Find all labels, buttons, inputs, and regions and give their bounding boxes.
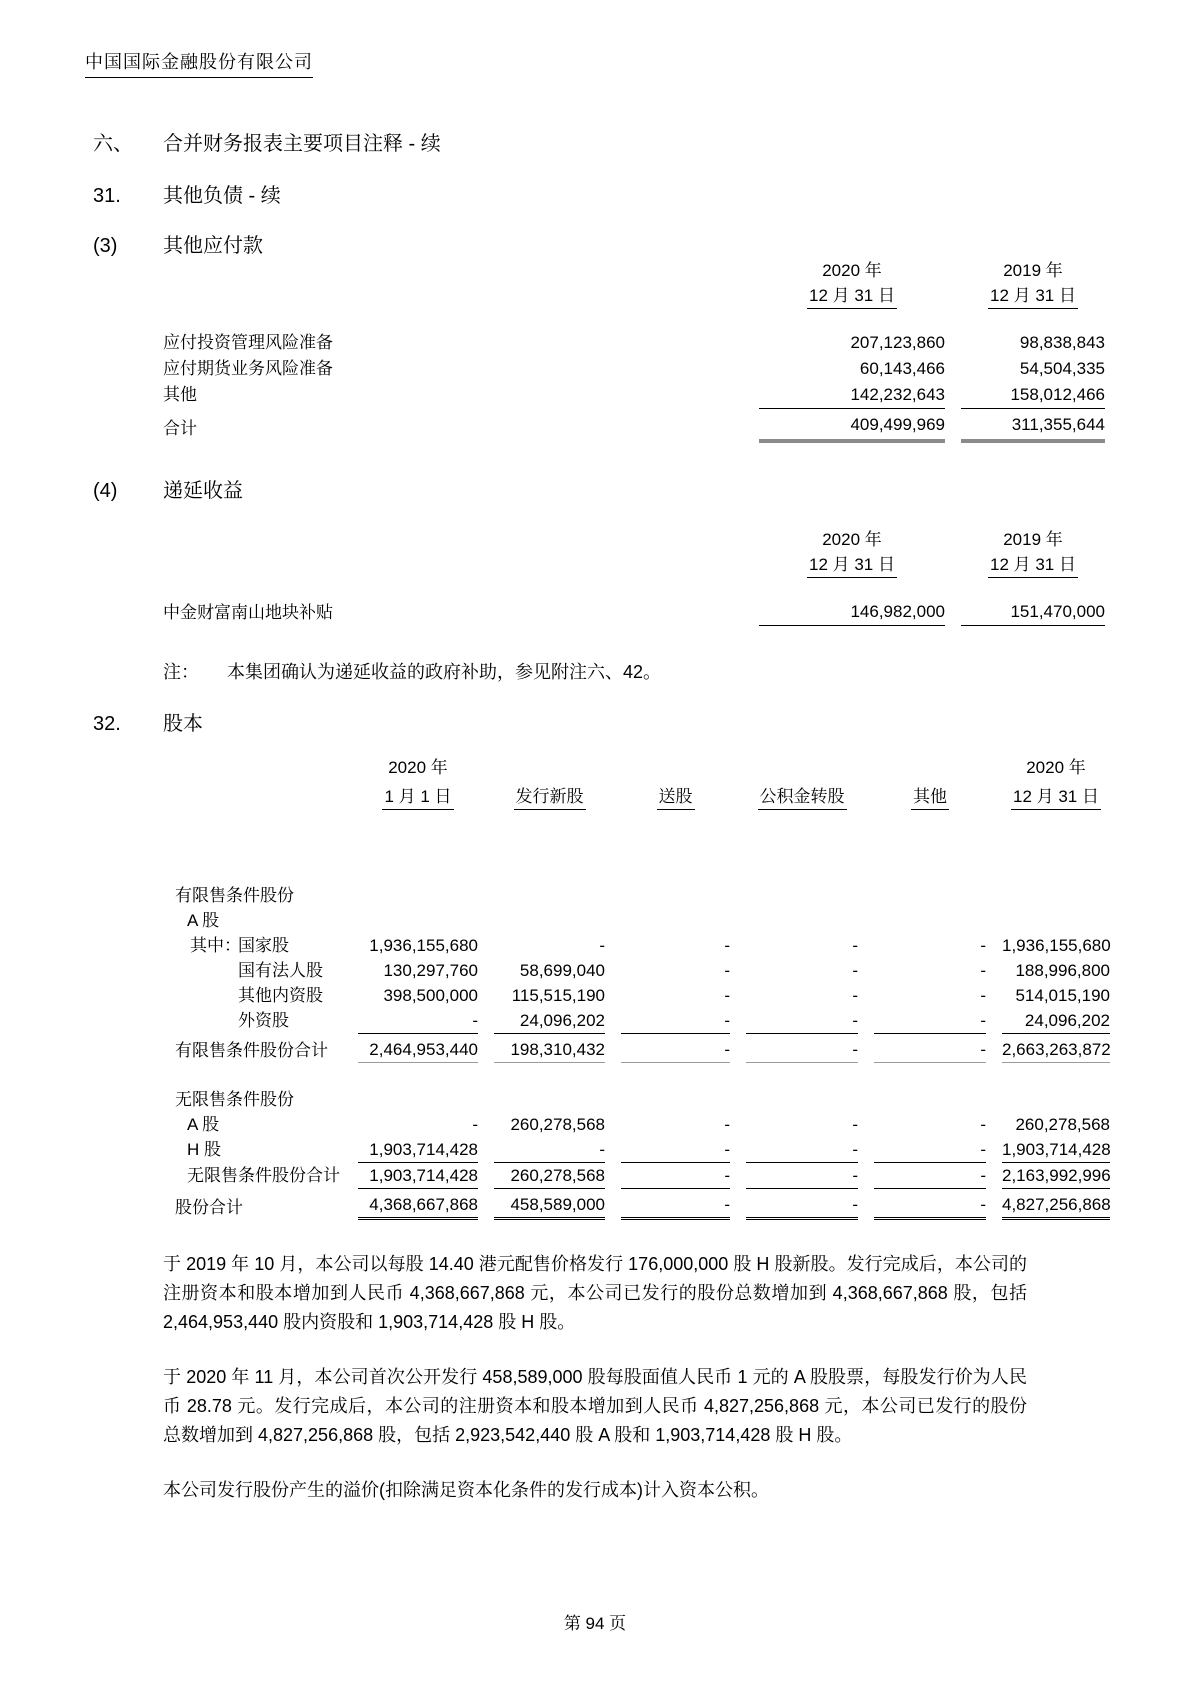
row-label: 其他	[163, 385, 197, 404]
cell-value: 115,515,190	[511, 986, 605, 1005]
section-title: 其他负债 - 续	[163, 185, 281, 207]
table-header-row	[163, 258, 1105, 312]
subtotal-row	[167, 1162, 1110, 1188]
cell-value: 2,464,953,440	[358, 1033, 478, 1063]
column-header	[746, 756, 858, 780]
cell-value: 1,936,155,680	[369, 936, 478, 955]
column-header: 12 月 31 日	[1011, 787, 1101, 810]
cell-value: 1,903,714,428	[1002, 1140, 1111, 1159]
cell-value: 146,982,000	[759, 599, 945, 626]
table-header-row	[167, 780, 1110, 809]
column-header: 1 月 1 日	[382, 787, 453, 810]
cell-value: -	[980, 936, 986, 955]
column-header-2020: 2020 年 12 月 31 日	[759, 258, 945, 312]
cell-value: -	[724, 936, 730, 955]
cell-value: 2,663,263,872	[1002, 1033, 1110, 1063]
table-row	[167, 958, 1110, 983]
section-31-heading	[93, 184, 1105, 208]
column-header-2020: 2020 年 12 月 31 日	[759, 527, 945, 581]
cell-value: -	[472, 1011, 478, 1030]
paragraph-3: 本公司发行股份产生的溢价(扣除满足资本化条件的发行成本)计入资本公积。	[163, 1480, 769, 1500]
cell-value: -	[724, 961, 730, 980]
row-label: 中金财富南山地块补贴	[163, 603, 333, 622]
cell-value: -	[874, 1033, 986, 1063]
table-header-row	[163, 527, 1105, 581]
cell-value: -	[621, 1162, 730, 1188]
other-payables-table	[147, 258, 1121, 443]
item-title: 其他应付款	[163, 235, 263, 257]
row-label: 其中：国家股	[190, 936, 289, 955]
cell-value: 207,123,860	[850, 333, 945, 352]
subtotal-row	[167, 1033, 1110, 1063]
cell-value: -	[746, 1033, 858, 1063]
cell-value: 1,903,714,428	[358, 1162, 478, 1188]
cell-value: 54,504,335	[1019, 359, 1105, 378]
cell-value: -	[472, 1115, 478, 1134]
table-row	[167, 1008, 1110, 1033]
table-row	[167, 1137, 1110, 1162]
share-capital-table	[151, 756, 1126, 1220]
cell-value: 260,278,568	[1015, 1115, 1110, 1134]
table-row	[163, 599, 1105, 626]
table-row	[167, 933, 1110, 958]
item-4-heading	[93, 479, 1105, 503]
table-header-row	[167, 756, 1110, 780]
column-header: 公积金转股	[758, 787, 847, 810]
row-label: 外资股	[238, 1011, 289, 1030]
item-number: (4)	[93, 480, 118, 502]
cell-value: -	[746, 1188, 858, 1220]
cell-value: -	[599, 936, 605, 955]
table-row	[167, 1112, 1110, 1137]
cell-value: -	[980, 986, 986, 1005]
cell-value: -	[852, 1140, 858, 1159]
cell-value: -	[874, 1162, 986, 1188]
section-number: 32.	[93, 713, 121, 735]
cell-value: -	[724, 1115, 730, 1134]
group-title-row	[167, 883, 1110, 908]
paragraph-2: 于 2020 年 11 月，本公司首次公开发行 458,589,000 股每股面值人民币 1 元的 A 股股票，每股发行价为人民币 28.78 元。发行完成后，本公司的注册资本和股本增加到人民币 4,827,256,868 元，本公司已发行的股份总数增加到 4,827,256,868 股，包括 2,923,542,440 股 A 股和 1,903,714,428 股 H 股。	[163, 1367, 1027, 1445]
row-label: 股份合计	[175, 1198, 243, 1217]
cell-value: -	[852, 1115, 858, 1134]
group-subtitle: A 股	[187, 911, 220, 930]
row-label: 有限售条件股份合计	[175, 1041, 328, 1060]
cell-value: -	[746, 1162, 858, 1188]
cell-value: -	[874, 1188, 986, 1220]
cell-value: 130,297,760	[383, 961, 478, 980]
section-number: 31.	[93, 185, 121, 207]
cell-value: 1,936,155,680	[1002, 936, 1111, 955]
cell-value: -	[599, 1140, 605, 1159]
cell-value: 458,589,000	[494, 1188, 605, 1220]
cell-value: 158,012,466	[1010, 385, 1105, 404]
column-header-2019: 2019 年 12 月 31 日	[961, 527, 1105, 581]
row-label: 国有法人股	[238, 961, 323, 980]
row-label: 应付投资管理风险准备	[163, 333, 333, 352]
cell-value: 2,163,992,996	[1002, 1162, 1110, 1188]
cell-value: -	[724, 1140, 730, 1159]
row-label: 无限售条件股份合计	[187, 1166, 340, 1185]
cell-value: -	[980, 1140, 986, 1159]
cell-value: 4,368,667,868	[358, 1188, 478, 1220]
cell-value: -	[852, 1011, 858, 1030]
cell-value: 151,470,000	[961, 599, 1105, 626]
row-label: A 股	[187, 1115, 220, 1134]
cell-value: 311,355,644	[961, 408, 1105, 443]
cell-value: 4,827,256,868	[1002, 1188, 1110, 1220]
column-header	[494, 756, 605, 780]
section-title: 股本	[163, 713, 203, 735]
group-title-row	[167, 1087, 1110, 1112]
cell-value: -	[852, 986, 858, 1005]
cell-value: 24,096,202	[519, 1011, 605, 1030]
footnote-label: 注：	[163, 662, 199, 682]
cell-value: 24,096,202	[1024, 1011, 1110, 1030]
cell-value: 142,232,643	[850, 385, 945, 404]
section-6-heading	[93, 132, 1105, 156]
page-number: 第 94 页	[563, 1614, 627, 1633]
section-number: 六、	[93, 133, 133, 155]
cell-value: 98,838,843	[1019, 333, 1105, 352]
cell-value: 514,015,190	[1015, 986, 1110, 1005]
row-label: H 股	[187, 1140, 221, 1159]
cell-value: 198,310,432	[494, 1033, 605, 1063]
table-row	[163, 356, 1105, 382]
column-header: 其他	[911, 787, 949, 810]
cell-value: 188,996,800	[1015, 961, 1110, 980]
column-header	[874, 756, 986, 780]
row-label: 合计	[163, 419, 197, 438]
row-label: 其他内资股	[238, 986, 323, 1005]
cell-value: -	[852, 936, 858, 955]
paragraph-1: 于 2019 年 10 月，本公司以每股 14.40 港元配售价格发行 176,000,000 股 H 股新股。发行完成后，本公司的注册资本和股本增加到人民币 4,368,667,868 元，本公司已发行的股份总数增加到 4,368,667,868 股，包括 2,464,953,440 股内资股和 1,903,714,428 股 H 股。	[163, 1254, 1027, 1332]
group-title: 无限售条件股份	[175, 1090, 294, 1109]
section-title: 合并财务报表主要项目注释 - 续	[163, 133, 441, 155]
cell-value: -	[621, 1188, 730, 1220]
deferred-income-table	[147, 527, 1121, 626]
cell-value: -	[980, 961, 986, 980]
grand-total-row	[167, 1188, 1110, 1220]
group-title: 有限售条件股份	[175, 886, 294, 905]
cell-value: -	[852, 961, 858, 980]
section-32-heading	[93, 712, 1105, 736]
row-label: 应付期货业务风险准备	[163, 359, 333, 378]
cell-value: 1,903,714,428	[369, 1140, 478, 1159]
company-name: 中国国际金融股份有限公司	[85, 48, 313, 78]
cell-value: 409,499,969	[759, 408, 945, 443]
cell-value: 260,278,568	[494, 1162, 605, 1188]
cell-value: 60,143,466	[859, 359, 945, 378]
column-header: 送股	[657, 787, 695, 810]
item-title: 递延收益	[163, 480, 243, 502]
total-row	[163, 408, 1105, 443]
table-row	[163, 382, 1105, 408]
cell-value: -	[980, 1115, 986, 1134]
column-header: 2020 年	[388, 758, 448, 777]
item-number: (3)	[93, 235, 118, 257]
column-header: 发行新股	[514, 787, 586, 810]
table-row	[163, 330, 1105, 356]
cell-value: -	[724, 1011, 730, 1030]
cell-value: -	[724, 986, 730, 1005]
cell-value: 58,699,040	[519, 961, 605, 980]
table-row	[167, 983, 1110, 1008]
column-header	[621, 756, 730, 780]
footnote	[163, 660, 1105, 684]
group-subtitle-row	[167, 908, 1110, 933]
column-header-2019: 2019 年 12 月 31 日	[961, 258, 1105, 312]
cell-value: -	[621, 1033, 730, 1063]
footnote-text: 本集团确认为递延收益的政府补助，参见附注六、42。	[227, 662, 662, 682]
cell-value: 398,500,000	[383, 986, 478, 1005]
item-3-heading	[93, 234, 1105, 258]
column-header: 2020 年	[1026, 758, 1086, 777]
cell-value: 260,278,568	[510, 1115, 605, 1134]
cell-value: -	[980, 1011, 986, 1030]
